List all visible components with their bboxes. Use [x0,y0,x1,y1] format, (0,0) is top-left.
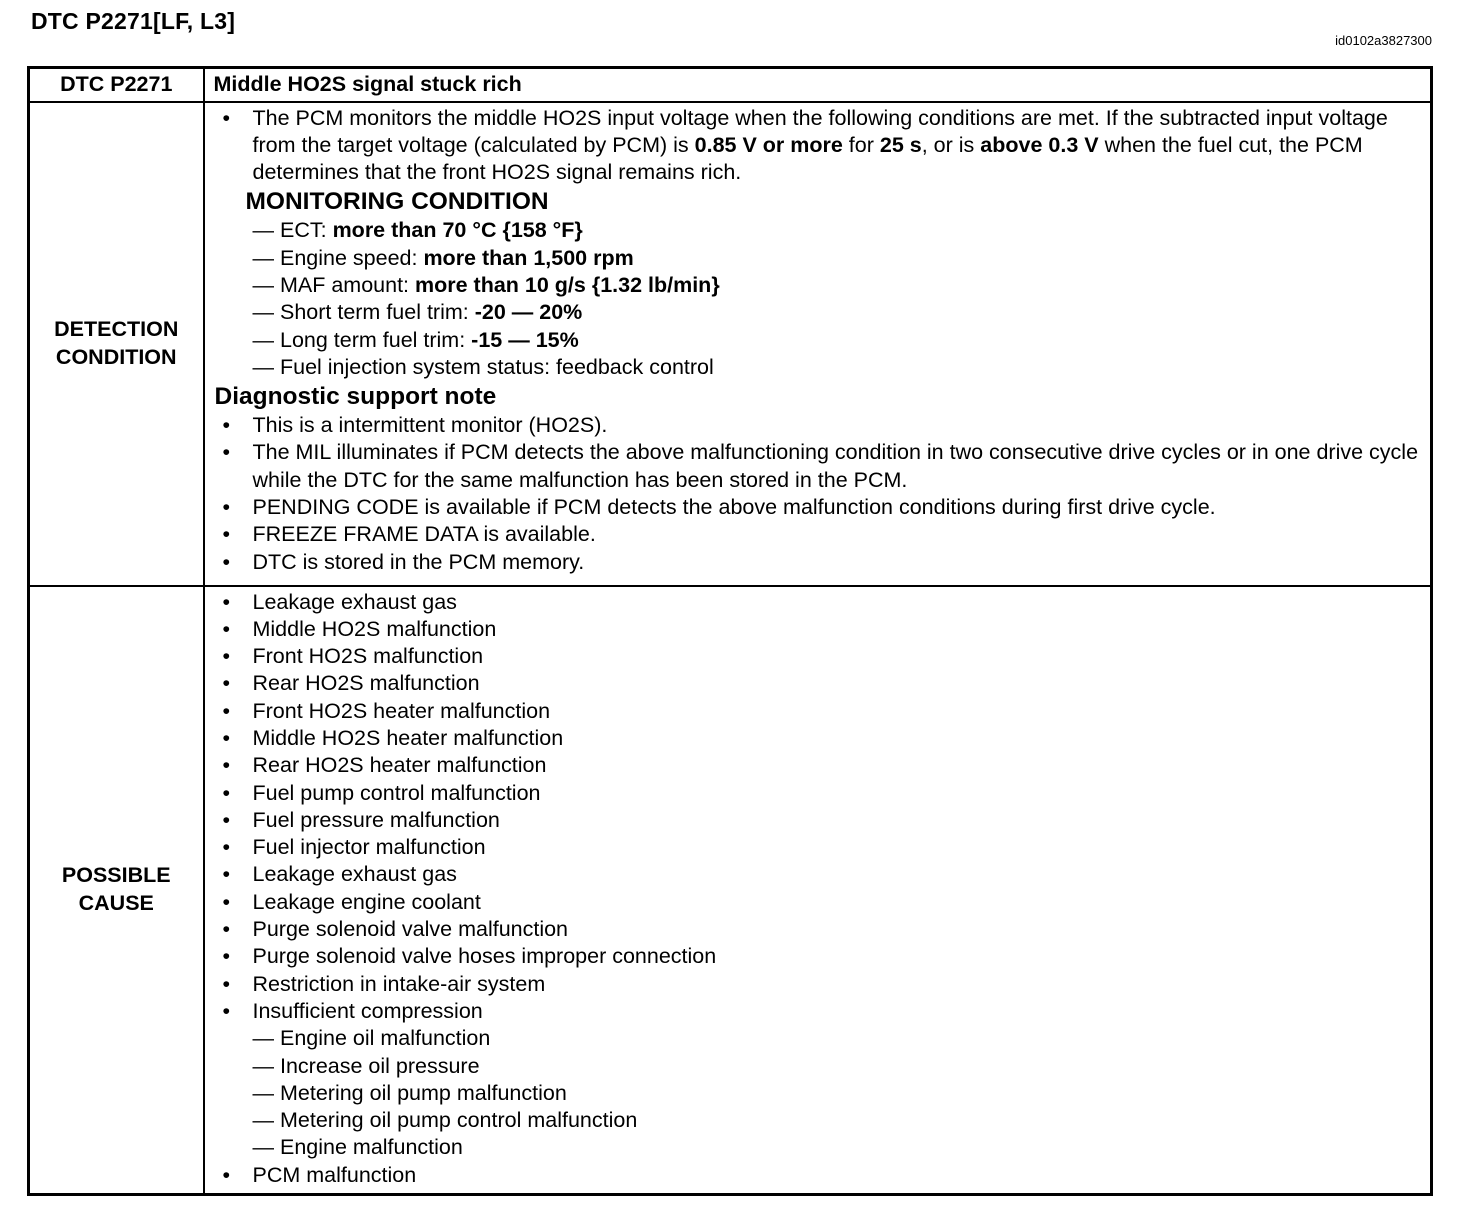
monitoring-item-engine-speed: — Engine speed: more than 1,500 rpm [253,245,1423,272]
possible-cause-list [215,589,1423,1026]
cause-label-line2: CAUSE [78,890,154,915]
cause-label-line1: POSSIBLE [61,863,171,888]
list-item: • Insufficient compression [215,998,1423,1025]
list-item: • Leakage exhaust gas [215,861,1423,888]
monitoring-condition-list [215,217,1423,381]
monitoring-item-ect: — ECT: more than 70 °C {158 °F} [253,217,1423,244]
detection-label-line2: CONDITION [55,344,177,369]
list-item: • Front HO2S malfunction [215,643,1423,670]
monitoring-item-injection-status: — Fuel injection system status: feedback control [253,354,1423,381]
page-title: DTC P2271[LF, L3] [31,8,236,34]
fuel-cut-threshold: above 0.3 V [980,132,1099,157]
list-item: • The MIL illuminates if PCM detects the above malfunctioning condition in two consecutive drive cycles or in one drive cycle while the DTC for the same malfunction has been stored in the PCM. [215,439,1423,494]
possible-cause-row [29,586,1432,1195]
detection-label-line1: DETECTION [54,317,179,342]
list-item: • Middle HO2S malfunction [215,616,1423,643]
list-item: — Metering oil pump control malfunction [253,1107,1423,1134]
list-item: • Purge solenoid valve hoses improper connection [215,943,1423,970]
list-item: • Fuel pressure malfunction [215,807,1423,834]
list-item: • Rear HO2S heater malfunction [215,752,1423,779]
threshold-time: 25 s [879,132,922,157]
list-item: • DTC is stored in the PCM memory. [215,549,1423,576]
list-item: — Engine malfunction [253,1134,1423,1161]
diagnostic-support-list [215,412,1423,576]
detection-intro: • The PCM monitors the middle HO2S input voltage when the following conditions are met. If the subtracted input voltage from the target voltage (calculated by PCM) is 0.85 V or more for 25 s, or is above 0.3 V when the fuel cut, the PCM determines that the front HO2S signal remains rich. [215,105,1423,187]
document-id: id0102a3827300 [1335,33,1432,48]
list-item: • Middle HO2S heater malfunction [215,725,1423,752]
dtc-table [27,66,1433,1196]
list-item: — Metering oil pump malfunction [253,1080,1423,1107]
list-item: • PENDING CODE is available if PCM detects the above malfunction conditions during first drive cycle. [215,494,1423,521]
monitoring-item-short-trim: — Short term fuel trim: -20 — 20% [253,299,1423,326]
list-item: • Purge solenoid valve malfunction [215,916,1423,943]
list-item: • Restriction in intake-air system [215,971,1423,998]
list-item: • Leakage exhaust gas [215,589,1423,616]
monitoring-item-maf: — MAF amount: more than 10 g/s {1.32 lb/min} [253,272,1423,299]
list-item: • PCM malfunction [215,1162,1423,1189]
detection-condition-label [29,102,204,586]
list-item: • Rear HO2S malfunction [215,670,1423,697]
list-item: • Leakage engine coolant [215,889,1423,916]
list-item: — Increase oil pressure [253,1053,1423,1080]
list-item: • Fuel pump control malfunction [215,780,1423,807]
detection-condition-body [204,102,1432,586]
dtc-description-cell: Middle HO2S signal stuck rich [204,68,1432,102]
list-item: • FREEZE FRAME DATA is available. [215,521,1423,548]
monitoring-condition-heading: MONITORING CONDITION [245,188,549,216]
detection-intro-list [215,105,1423,187]
diagnostic-support-heading: Diagnostic support note [214,383,497,411]
list-item: • Front HO2S heater malfunction [215,698,1423,725]
detection-condition-row [29,102,1432,586]
list-item: • This is a intermittent monitor (HO2S). [215,412,1423,439]
list-item: — Engine oil malfunction [253,1025,1423,1052]
dtc-code-cell: DTC P2271 [29,68,204,102]
table-header-row [29,68,1432,102]
monitoring-item-long-trim: — Long term fuel trim: -15 — 15% [253,327,1423,354]
possible-cause-body [204,586,1432,1195]
compression-sub-list [215,1025,1423,1161]
list-item: • Fuel injector malfunction [215,834,1423,861]
possible-cause-final [215,1162,1423,1189]
threshold-voltage: 0.85 V or more [694,132,843,157]
possible-cause-label [29,586,204,1195]
